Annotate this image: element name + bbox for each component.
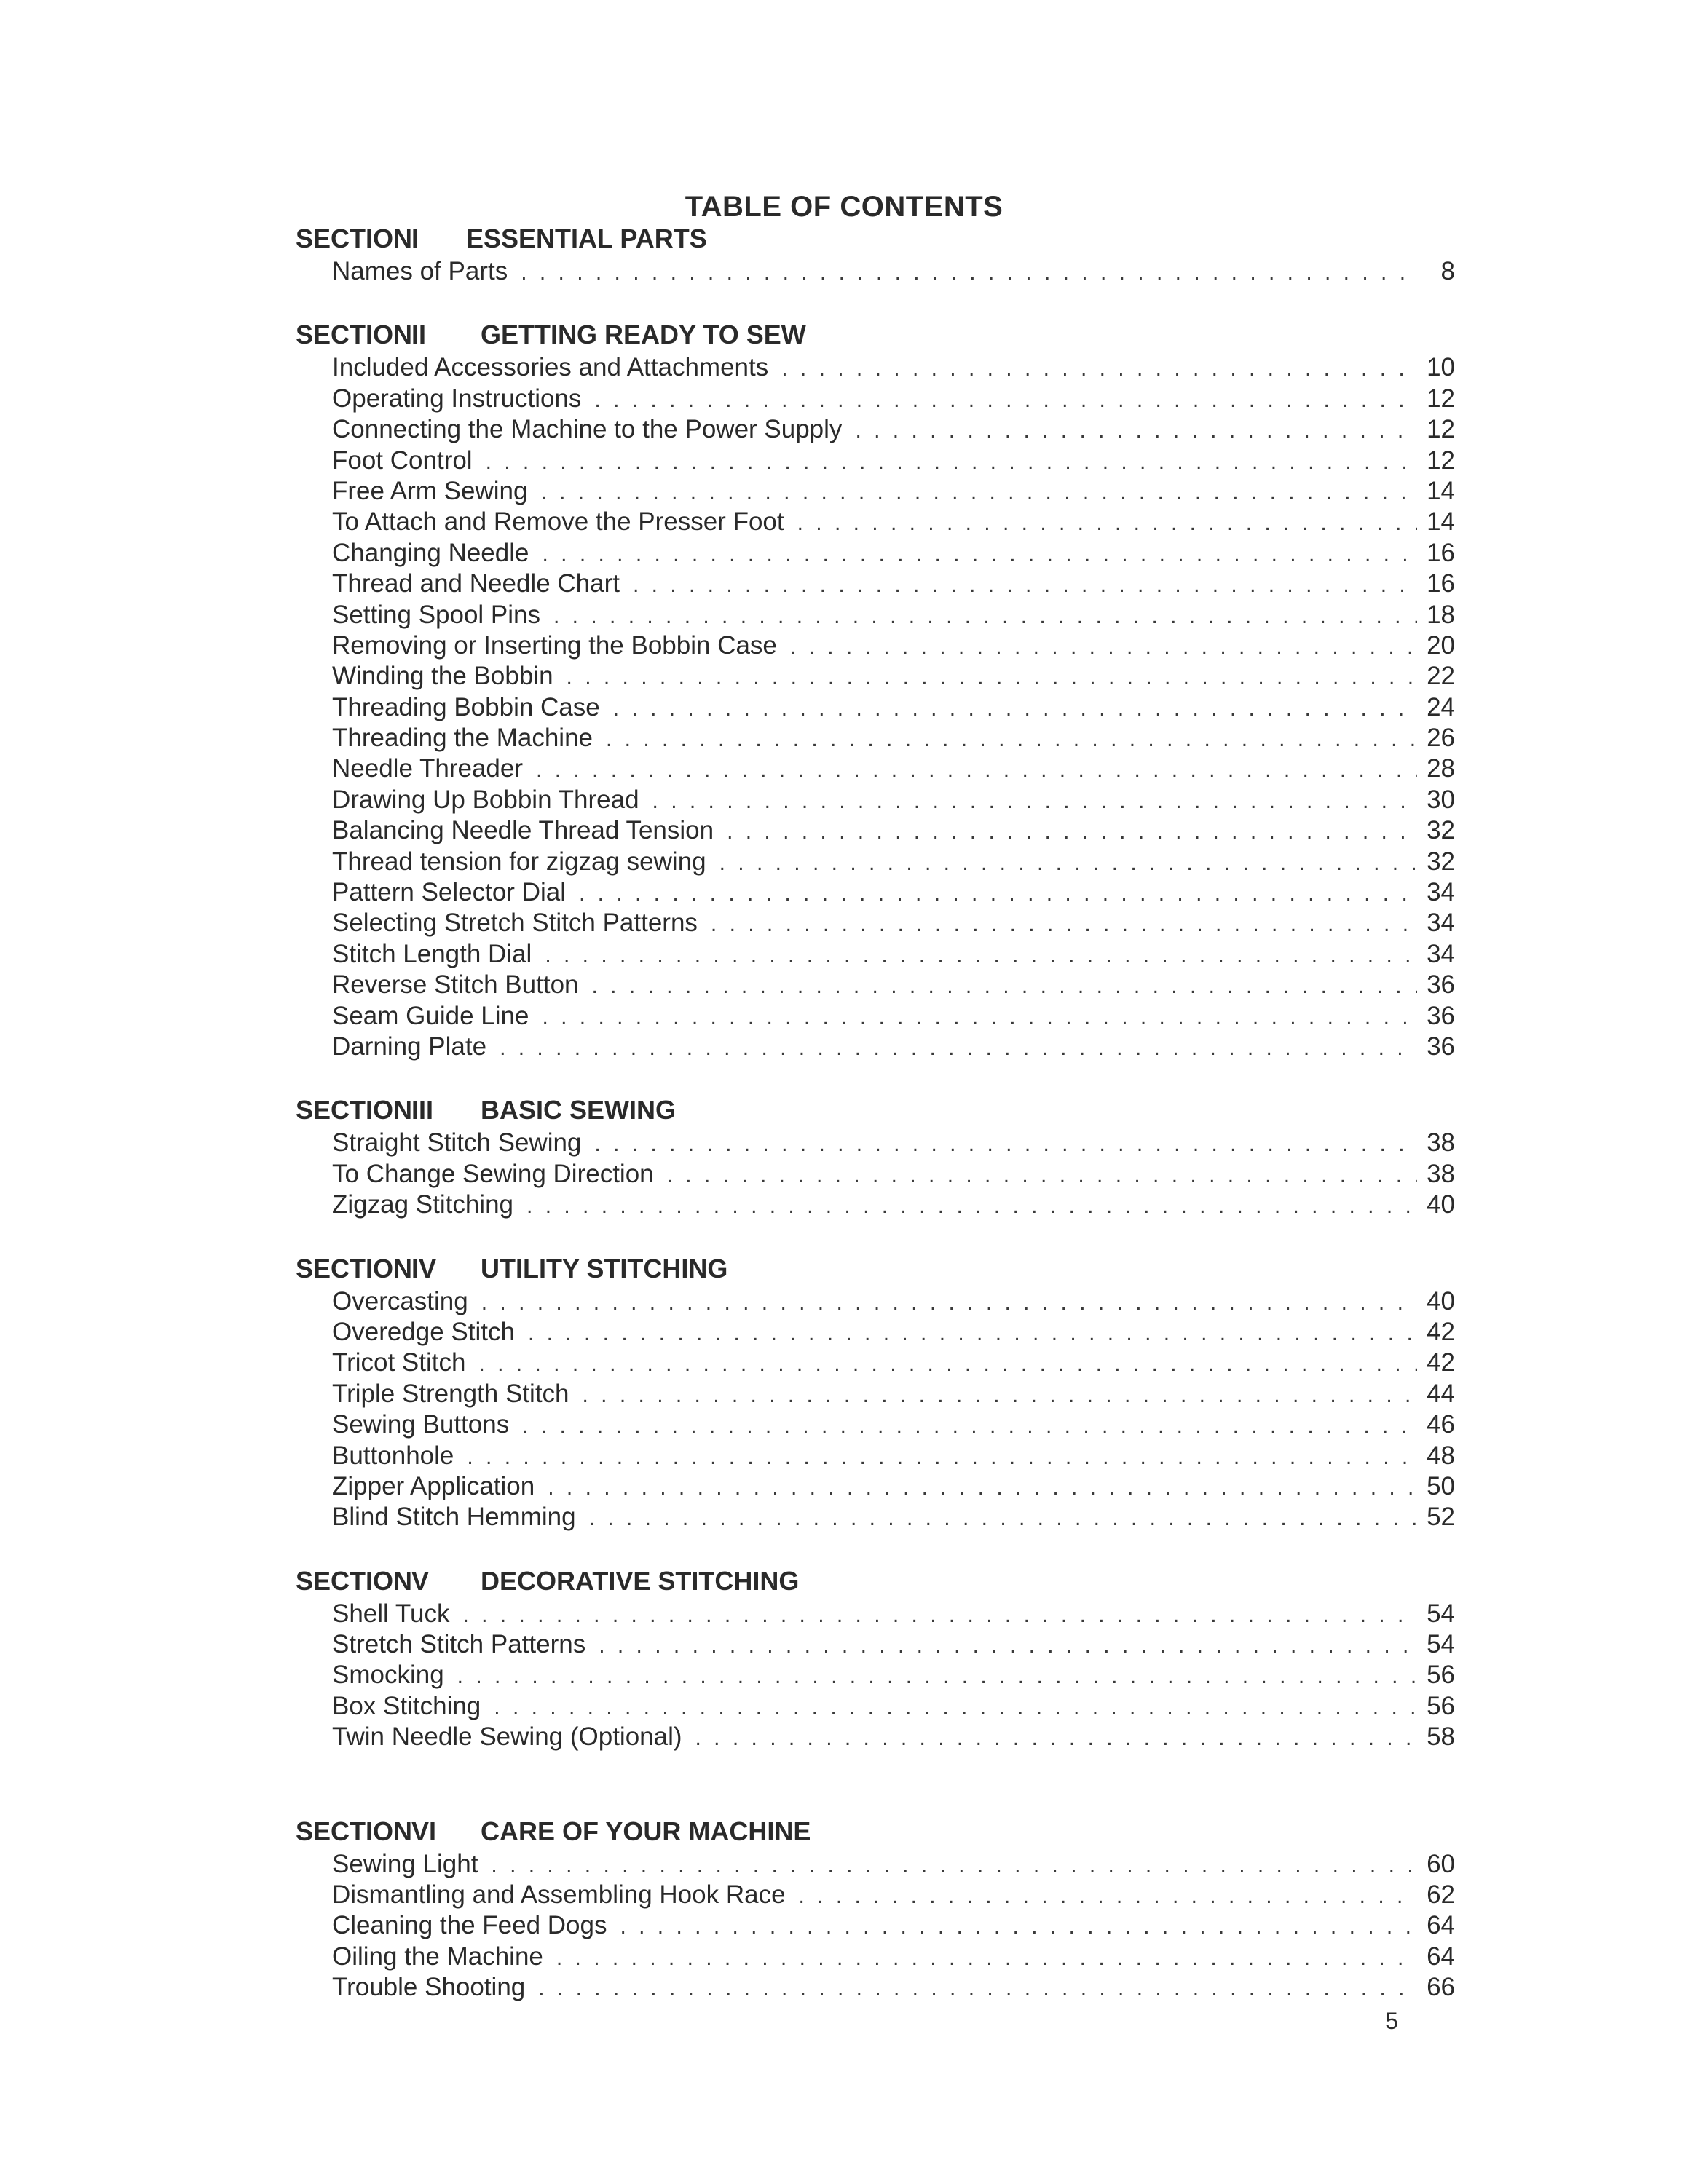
entry-page: 12	[1427, 446, 1455, 475]
dot-leader	[790, 632, 1417, 662]
dot-leader	[620, 1912, 1417, 1942]
section-4	[296, 1251, 1455, 1533]
entry-page: 32	[1427, 816, 1455, 845]
entry-label: Smocking	[332, 1661, 444, 1690]
dot-leader	[478, 1349, 1417, 1380]
toc-entry	[296, 1629, 1455, 1660]
entry-page: 32	[1427, 847, 1455, 876]
entry-label: Drawing Up Bobbin Thread	[332, 785, 639, 814]
entry-label: Seam Guide Line	[332, 1001, 529, 1030]
dot-leader	[695, 1723, 1417, 1754]
entry-page: 16	[1427, 569, 1455, 598]
dot-leader	[538, 1974, 1417, 2004]
toc-entry	[296, 1599, 1455, 1629]
toc-entry	[296, 1409, 1455, 1440]
toc-entry	[296, 847, 1455, 877]
dot-leader	[594, 385, 1417, 416]
entry-label: Dismantling and Assembling Hook Race	[332, 1880, 786, 1910]
entry-page: 12	[1427, 415, 1455, 444]
section-heading	[296, 1093, 1455, 1128]
dot-leader	[567, 662, 1417, 693]
entry-label: Reverse Stitch Button	[332, 970, 579, 1000]
toc-entry	[296, 1972, 1455, 2003]
toc-entry	[296, 939, 1455, 970]
entry-label: Zigzag Stitching	[332, 1190, 514, 1219]
toc-entry	[296, 753, 1455, 784]
toc-entry	[296, 538, 1455, 569]
toc-entry	[296, 785, 1455, 815]
dot-leader	[594, 1129, 1417, 1160]
section-word: SECTION	[296, 1253, 413, 1283]
section-heading	[296, 221, 1455, 256]
entry-label: Overedge Stitch	[332, 1317, 515, 1346]
entry-label: Box Stitching	[332, 1691, 481, 1720]
section-number: VI	[411, 1816, 437, 1846]
dot-leader	[711, 909, 1417, 940]
dot-leader	[727, 817, 1417, 847]
toc-entry	[296, 600, 1455, 630]
entry-page: 40	[1427, 1190, 1455, 1219]
entry-label: To Change Sewing Direction	[332, 1159, 654, 1188]
section-word: SECTION	[296, 320, 413, 350]
dot-leader	[556, 1943, 1417, 1974]
section-heading	[296, 1814, 1455, 1849]
entry-page: 60	[1427, 1849, 1455, 1878]
entry-page: 56	[1427, 1661, 1455, 1690]
dot-leader	[606, 724, 1417, 755]
section-name: GETTING READY TO SEW	[481, 320, 806, 350]
dot-leader	[719, 848, 1417, 879]
dot-leader	[633, 570, 1417, 601]
section-number: IV	[411, 1253, 437, 1283]
entry-label: Stretch Stitch Patterns	[332, 1630, 586, 1659]
entry-label: Buttonhole	[332, 1441, 454, 1470]
dot-leader	[797, 508, 1417, 539]
toc-entry	[296, 1001, 1455, 1032]
section-name: UTILITY STITCHING	[481, 1253, 728, 1283]
entry-label: Blind Stitch Hemming	[332, 1503, 576, 1532]
entry-label: Free Arm Sewing	[332, 476, 528, 505]
entry-page: 10	[1427, 353, 1455, 382]
entry-page: 26	[1427, 724, 1455, 753]
entry-label: Removing or Inserting the Bobbin Case	[332, 630, 777, 660]
section-word: SECTION	[296, 1565, 413, 1596]
entry-page: 34	[1427, 878, 1455, 907]
section-name: BASIC SEWING	[481, 1095, 677, 1125]
toc-entry	[296, 1660, 1455, 1690]
entry-page: 54	[1427, 1630, 1455, 1659]
section-heading	[296, 317, 1455, 352]
entry-label: Setting Spool Pins	[332, 600, 541, 629]
entry-label: Overcasting	[332, 1286, 468, 1315]
entry-label: Straight Stitch Sewing	[332, 1128, 582, 1158]
toc-entry	[296, 1159, 1455, 1190]
section-name: DECORATIVE STITCHING	[481, 1565, 800, 1596]
entry-page: 58	[1427, 1722, 1455, 1752]
toc-entry	[296, 1910, 1455, 1941]
dot-leader	[589, 1503, 1417, 1534]
dot-leader	[540, 478, 1417, 508]
entry-page: 34	[1427, 909, 1455, 938]
dot-leader	[467, 1442, 1417, 1473]
dot-leader	[553, 601, 1417, 632]
toc-entry	[296, 908, 1455, 938]
entry-page: 14	[1427, 476, 1455, 505]
toc-entry	[296, 384, 1455, 414]
page-title: TABLE OF CONTENTS	[685, 191, 1003, 223]
toc-entry	[296, 352, 1455, 383]
toc-entry	[296, 692, 1455, 723]
dot-leader	[545, 941, 1417, 971]
toc-entry	[296, 1128, 1455, 1158]
toc-entry	[296, 723, 1455, 753]
toc-entry	[296, 1441, 1455, 1471]
dot-leader	[536, 755, 1417, 786]
entry-label: Pattern Selector Dial	[332, 878, 566, 907]
entry-page: 36	[1427, 970, 1455, 1000]
entry-label: Connecting the Machine to the Power Supply	[332, 415, 843, 444]
entry-label: Balancing Needle Thread Tension	[332, 816, 714, 845]
dot-leader	[481, 1288, 1417, 1318]
section-heading	[296, 1251, 1455, 1286]
entry-label: To Attach and Remove the Presser Foot	[332, 507, 784, 537]
toc-entry	[296, 1722, 1455, 1752]
toc-entry	[296, 1942, 1455, 1972]
dot-leader	[486, 447, 1417, 478]
dot-leader	[491, 1851, 1417, 1881]
toc-entry	[296, 815, 1455, 846]
entry-label: Operating Instructions	[332, 384, 582, 413]
dot-leader	[599, 1631, 1417, 1661]
entry-label: Zipper Application	[332, 1471, 535, 1500]
section-number: II	[411, 320, 427, 350]
entry-label: Cleaning the Feed Dogs	[332, 1911, 607, 1940]
toc-entry	[296, 1032, 1455, 1062]
section-number: III	[411, 1095, 434, 1125]
entry-page: 54	[1427, 1599, 1455, 1628]
entry-page: 42	[1427, 1348, 1455, 1377]
toc-entry	[296, 1348, 1455, 1378]
entry-page: 62	[1427, 1880, 1455, 1910]
dot-leader	[583, 1380, 1417, 1411]
toc-entry	[296, 414, 1455, 445]
entry-label: Needle Threader	[332, 754, 524, 783]
dot-leader	[522, 1411, 1417, 1441]
entry-label: Included Accessories and Attachments	[332, 353, 769, 382]
entry-label: Shell Tuck	[332, 1599, 450, 1628]
dot-leader	[781, 354, 1417, 384]
section-number: V	[411, 1565, 430, 1596]
toc-entry	[296, 877, 1455, 908]
entry-label: Foot Control	[332, 446, 473, 475]
entry-page: 38	[1427, 1128, 1455, 1158]
section-heading	[296, 1564, 1455, 1599]
dot-leader	[855, 416, 1417, 446]
entry-label: Darning Plate	[332, 1032, 487, 1061]
dot-leader	[500, 1033, 1417, 1064]
entry-label: Sewing Light	[332, 1849, 478, 1878]
toc-entry	[296, 1379, 1455, 1409]
toc-entry	[296, 1286, 1455, 1317]
entry-label: Names of Parts	[332, 257, 508, 285]
dot-leader	[799, 1881, 1417, 1912]
toc-entry	[296, 1471, 1455, 1502]
entry-page: 8	[1440, 257, 1455, 285]
dot-leader	[667, 1160, 1417, 1191]
dot-leader	[652, 786, 1417, 817]
entry-label: Threading the Machine	[332, 724, 593, 753]
dot-leader	[521, 258, 1417, 288]
section-name: CARE OF YOUR MACHINE	[481, 1816, 811, 1846]
section-number: I	[411, 223, 419, 253]
entry-page: 64	[1427, 1942, 1455, 1971]
entry-page: 40	[1427, 1286, 1455, 1315]
dot-leader	[542, 539, 1417, 570]
toc-entry	[296, 446, 1455, 476]
entry-page: 46	[1427, 1410, 1455, 1439]
entry-page: 42	[1427, 1317, 1455, 1346]
section-word: SECTION	[296, 223, 413, 253]
toc-entry	[296, 256, 1455, 287]
dot-leader	[613, 694, 1417, 724]
entry-page: 66	[1427, 1973, 1455, 2002]
section-6	[296, 1814, 1455, 2003]
dot-leader	[526, 1191, 1417, 1222]
entry-label: Trouble Shooting	[332, 1973, 526, 2002]
entry-page: 18	[1427, 600, 1455, 629]
toc-entry	[296, 1880, 1455, 1910]
entry-page: 16	[1427, 538, 1455, 567]
dot-leader	[592, 971, 1418, 1002]
entry-label: Tricot Stitch	[332, 1348, 466, 1377]
toc-entry	[296, 1849, 1455, 1880]
section-word: SECTION	[296, 1095, 413, 1125]
section-word: SECTION	[296, 1816, 413, 1846]
entry-page: 44	[1427, 1379, 1455, 1408]
entry-page: 36	[1427, 1032, 1455, 1061]
section-5	[296, 1564, 1455, 1753]
entry-page: 64	[1427, 1911, 1455, 1940]
entry-label: Triple Strength Stitch	[332, 1379, 569, 1408]
entry-page: 52	[1427, 1503, 1455, 1532]
entry-label: Stitch Length Dial	[332, 939, 532, 968]
dot-leader	[494, 1693, 1417, 1723]
toc-entry	[296, 630, 1455, 661]
dot-leader	[528, 1318, 1417, 1349]
toc-entry	[296, 970, 1455, 1000]
toc-entry	[296, 1502, 1455, 1532]
entry-label: Twin Needle Sewing (Optional)	[332, 1722, 682, 1752]
toc-entry	[296, 476, 1455, 507]
table-of-contents	[296, 221, 1455, 2003]
toc-entry	[296, 569, 1455, 599]
entry-page: 50	[1427, 1471, 1455, 1500]
dot-leader	[457, 1661, 1417, 1692]
toc-entry	[296, 661, 1455, 692]
entry-label: Thread tension for zigzag sewing	[332, 847, 706, 876]
entry-label: Winding the Bobbin	[332, 662, 553, 691]
entry-page: 56	[1427, 1691, 1455, 1720]
entry-page: 24	[1427, 692, 1455, 721]
toc-entry	[296, 507, 1455, 537]
entry-page: 28	[1427, 754, 1455, 783]
toc-entry	[296, 1190, 1455, 1220]
entry-page: 34	[1427, 939, 1455, 968]
section-2	[296, 317, 1455, 1062]
section-name: ESSENTIAL PARTS	[466, 223, 707, 253]
toc-entry	[296, 1691, 1455, 1722]
entry-page: 20	[1427, 630, 1455, 660]
entry-page: 38	[1427, 1159, 1455, 1188]
dot-leader	[579, 879, 1417, 909]
entry-label: Threading Bobbin Case	[332, 692, 600, 721]
entry-page: 14	[1427, 507, 1455, 537]
section-1	[296, 221, 1455, 287]
entry-label: Thread and Needle Chart	[332, 569, 620, 598]
entry-page: 36	[1427, 1001, 1455, 1030]
dot-leader	[548, 1473, 1417, 1503]
entry-page: 48	[1427, 1441, 1455, 1470]
page-number: 5	[1385, 2008, 1398, 2034]
dot-leader	[542, 1002, 1417, 1033]
entry-label: Oiling the Machine	[332, 1942, 543, 1971]
entry-page: 12	[1427, 384, 1455, 413]
section-3	[296, 1093, 1455, 1220]
entry-label: Selecting Stretch Stitch Patterns	[332, 909, 698, 938]
entry-page: 22	[1427, 662, 1455, 691]
entry-label: Sewing Buttons	[332, 1410, 510, 1439]
toc-entry	[296, 1317, 1455, 1348]
entry-page: 30	[1427, 785, 1455, 814]
entry-label: Changing Needle	[332, 538, 529, 567]
dot-leader	[462, 1600, 1417, 1631]
